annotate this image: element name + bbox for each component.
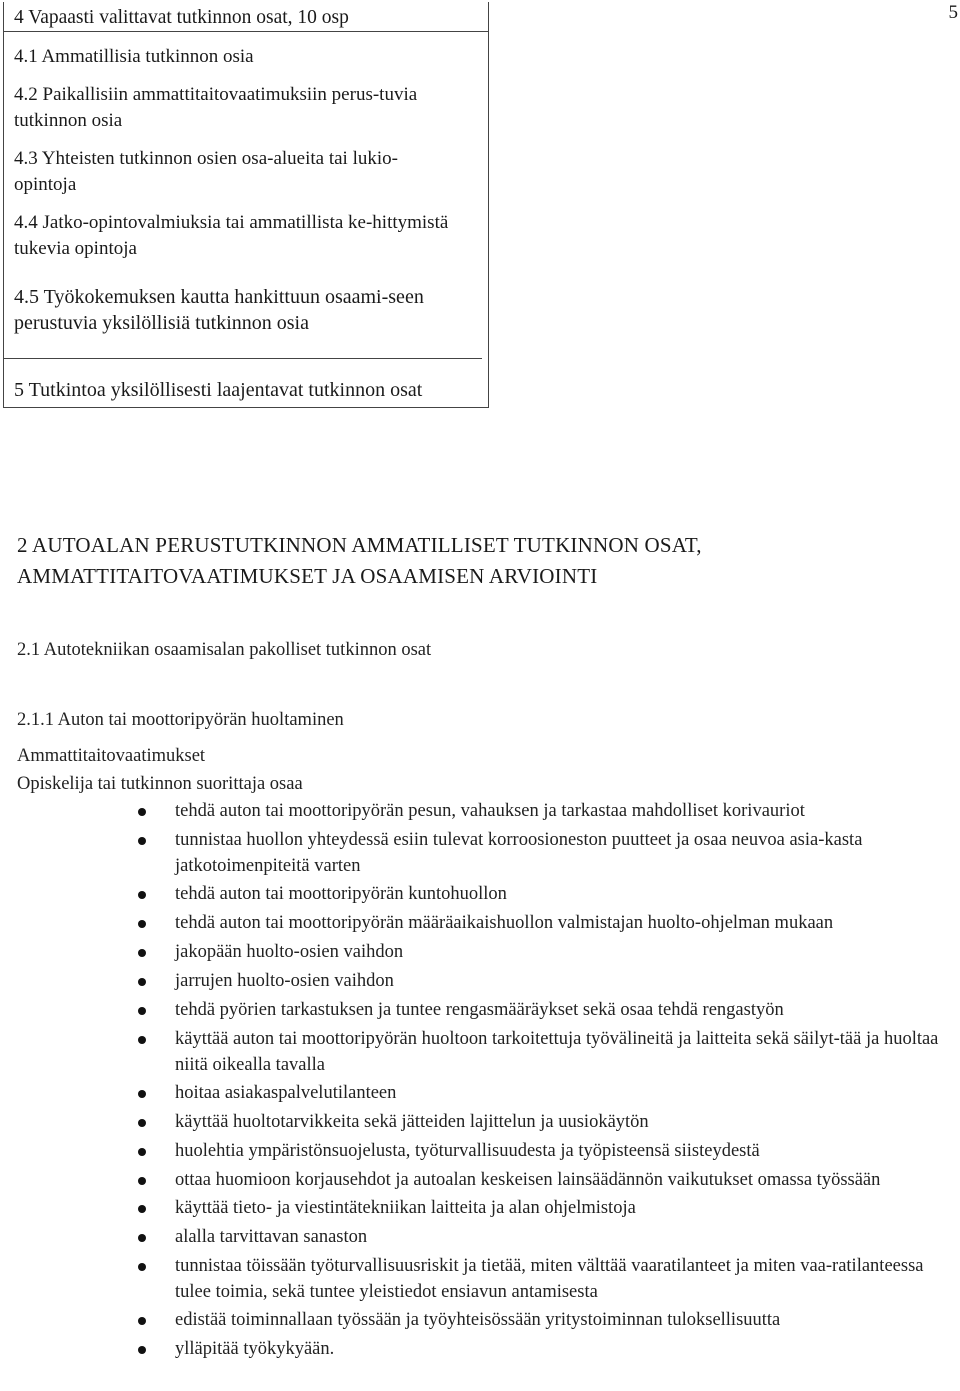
list-item: ottaa huomioon korjausehdot ja autoalan keskeisen lainsäädännön vaikutukset omassa työssään: [0, 1167, 960, 1193]
bullet-icon: [138, 1177, 146, 1185]
list-item: tehdä auton tai moottoripyörän kuntohuollon: [0, 881, 960, 908]
subsection-heading: 2.1 Autotekniikan osaamisalan pakolliset tutkinnon osat: [17, 640, 432, 660]
subsubsection-heading: 2.1.1 Auton tai moottoripyörän huoltaminen: [17, 710, 344, 730]
bullet-icon: [138, 837, 146, 845]
list-item: jarrujen huolto-osien vaihdon: [0, 968, 960, 995]
list-item: alalla tarvittavan sanaston: [0, 1224, 960, 1251]
table-row: 5 Tutkintoa yksilöllisesti laajentavat tutkinnon osat: [4, 358, 482, 407]
bullet-icon: [138, 1317, 146, 1325]
list-item: huolehtia ympäristönsuojelusta, työturvallisuudesta ja työpisteensä siisteydestä: [0, 1138, 960, 1165]
list-item: ylläpitää työkykyään.: [0, 1336, 960, 1363]
table-row: 4.1 Ammatillisia tutkinnon osia: [14, 46, 254, 67]
requirements-intro: Opiskelija tai tutkinnon suorittaja osaa: [17, 774, 303, 794]
list-item: edistää toiminnallaan työssään ja työyhteisössään yritystoiminnan tuloksellisuutta: [0, 1307, 960, 1334]
bullet-icon: [138, 1090, 146, 1098]
bullet-icon: [138, 949, 146, 957]
section-heading-line1: 2 AUTOALAN PERUSTUTKINNON AMMATILLISET TUTKINNON OSAT,: [17, 533, 702, 557]
list-item: tunnistaa huollon yhteydessä esiin tulevat korroosioneston puutteet ja osaa neuvoa asia-kasta jatkotoimenpiteitä varten: [0, 827, 960, 879]
bullet-icon: [138, 808, 146, 816]
list-item: tehdä auton tai moottoripyörän pesun, vahauksen ja tarkastaa mahdolliset korivauriot: [0, 798, 960, 825]
list-item: tehdä auton tai moottoripyörän määräaikaishuollon valmistajan huolto-ohjelman mukaan: [0, 910, 960, 937]
bullet-icon: [138, 978, 146, 986]
bullet-icon: [138, 1234, 146, 1242]
table-row: 4.3 Yhteisten tutkinnon osien osa-alueita tai lukio-opintoja: [14, 148, 398, 195]
list-item: käyttää huoltotarvikkeita sekä jätteiden lajittelun ja uusiokäytön: [0, 1109, 960, 1136]
table-row: 4.2 Paikallisiin ammattitaitovaatimuksiin perus-tuvia tutkinnon osia: [14, 84, 418, 131]
bullet-icon: [138, 1346, 146, 1354]
bullet-icon: [138, 1036, 146, 1044]
section-heading: [17, 530, 702, 592]
list-item: käyttää tieto- ja viestintätekniikan laitteita ja alan ohjelmistoja: [0, 1195, 960, 1222]
table-row-header: 4 Vapaasti valittavat tutkinnon osat, 10 osp: [4, 2, 488, 32]
list-item: käyttää auton tai moottoripyörän huoltoon tarkoitettuja työvälineitä ja laitteita sekä säilyt-tää ja huoltaa niitä oikealla tavalla: [0, 1026, 960, 1078]
requirements-list: [0, 798, 960, 1365]
list-item: tunnistaa töissään työturvallisuusriskit ja tietää, miten välttää vaaratilanteet ja miten vaa-ratilanteessa tulee toimia, sekä tuntee yleistiedot ensiavun antamisesta: [0, 1253, 960, 1305]
bullet-icon: [138, 1263, 146, 1271]
requirements-label: Ammattitaitovaatimukset: [17, 746, 206, 766]
table-row: 4.5 Työkokemuksen kautta hankittuun osaami-seen perustuvia yksilöllisiä tutkinnon osia: [14, 286, 424, 334]
bullet-icon: [138, 1007, 146, 1015]
bullet-icon: [138, 1148, 146, 1156]
list-item: hoitaa asiakaspalvelutilanteen: [0, 1080, 960, 1107]
section-heading-line2: AMMATTITAITOVAATIMUKSET JA OSAAMISEN ARVIOINTI: [17, 564, 598, 588]
bullet-icon: [138, 920, 146, 928]
bullet-icon: [138, 891, 146, 899]
page-number: 5: [948, 2, 958, 23]
study-units-table: [3, 7, 489, 408]
table-row: 4.4 Jatko-opintovalmiuksia tai ammatillista ke-hittymistä tukevia opintoja: [14, 212, 449, 259]
list-item: tehdä pyörien tarkastuksen ja tuntee rengasmääräykset sekä osaa tehdä rengastyön: [0, 997, 960, 1024]
bullet-icon: [138, 1205, 146, 1213]
bullet-icon: [138, 1119, 146, 1127]
list-item: jakopään huolto-osien vaihdon: [0, 939, 960, 966]
